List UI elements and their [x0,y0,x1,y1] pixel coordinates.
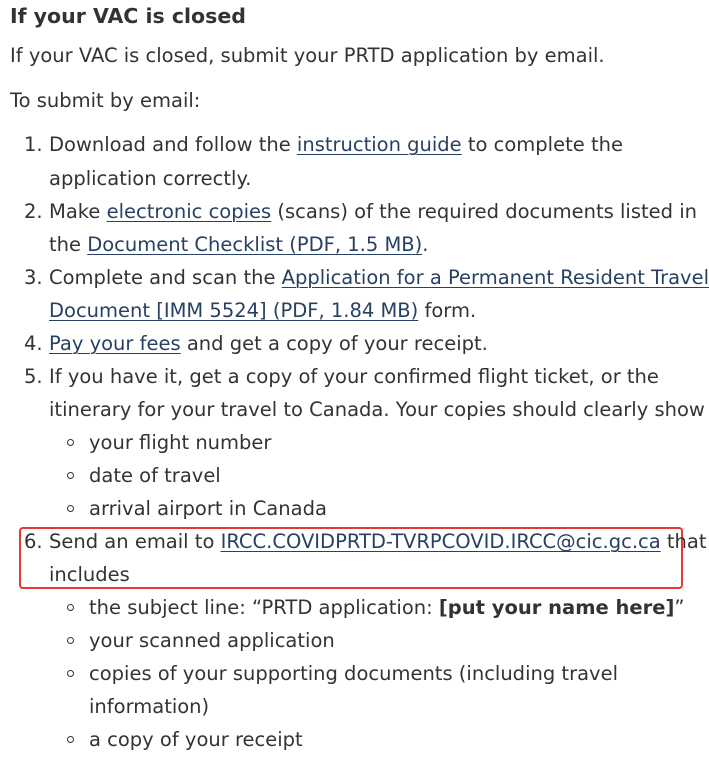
application-form-link-line-2[interactable]: Document [IMM 5524] (PDF, 1.84 MB) [49,299,419,322]
step-6-number: 6. [24,530,43,553]
step-1-number: 1. [24,133,43,156]
subject-text-a: the subject line: “PRTD application: [89,596,439,619]
step-6-bullet-supporting-2: information) [89,695,210,718]
subject-text-b: ” [674,596,685,619]
step-5-bullet-flight-number: your flight number [89,431,272,454]
bullet-icon [67,505,74,512]
step-2-text-a: Make [49,200,107,223]
step-1-text-a: Download and follow the [49,133,297,156]
step-2-text-b: (scans) of the required documents listed in [271,200,697,223]
step-3-line-2 [49,299,476,323]
step-6-line-1 [49,530,707,554]
step-5-line-1: If you have it, get a copy of your confirmed flight ticket, or the [49,365,659,388]
step-5-bullet-date: date of travel [89,464,221,487]
step-6-text-b: that [660,530,707,553]
step-3-text-d: form. [418,299,477,322]
step-2-number: 2. [24,200,43,223]
email-address-link[interactable]: IRCC.COVIDPRTD-TVRPCOVID.IRCC@cic.gc.ca [220,530,661,553]
step-1-line-2: application correctly. [49,167,252,190]
bullet-icon [67,604,74,611]
document-checklist-link[interactable]: Document Checklist (PDF, 1.5 MB) [87,233,423,256]
bullet-icon [67,670,74,677]
section-heading: If your VAC is closed [10,4,246,28]
bullet-icon [67,439,74,446]
step-5-line-2: itinerary for your travel to Canada. Your copies should clearly show [49,398,705,421]
step-2-line-1 [49,200,697,224]
electronic-copies-link[interactable]: electronic copies [106,200,272,223]
step-1-line-1 [49,133,623,157]
step-2-text-c: the [49,233,88,256]
step-6-text-a: Send an email to [49,530,221,553]
application-form-link-line-1[interactable]: Application for a Permanent Resident Travel [281,266,709,289]
step-2-line-2 [49,233,428,257]
bullet-icon [67,637,74,644]
subject-placeholder: [put your name here] [438,596,675,619]
step-4-line-1 [49,332,488,356]
bullet-icon [67,736,74,743]
submit-label: To submit by email: [10,89,201,112]
step-6-bullet-receipt: a copy of your receipt [89,728,303,751]
step-1-text-b: to complete the [461,133,623,156]
instruction-guide-link[interactable]: instruction guide [296,133,462,156]
step-3-number: 3. [24,266,43,289]
step-4-text-b: and get a copy of your receipt. [180,332,488,355]
intro-paragraph: If your VAC is closed, submit your PRTD application by email. [10,44,605,67]
step-3-text-a: Complete and scan the [49,266,282,289]
step-6-bullet-subject [89,596,685,620]
step-6-bullet-supporting-1: copies of your supporting documents (including travel [89,662,618,685]
pay-your-fees-link[interactable]: Pay your fees [49,332,181,355]
step-6-line-2: includes [49,563,130,586]
step-3-line-1 [49,266,709,290]
step-5-bullet-airport: arrival airport in Canada [89,497,327,520]
bullet-icon [67,472,74,479]
step-2-text-d: . [422,233,429,256]
step-4-number: 4. [24,332,43,355]
step-6-bullet-scanned: your scanned application [89,629,335,652]
step-5-number: 5. [24,365,43,388]
